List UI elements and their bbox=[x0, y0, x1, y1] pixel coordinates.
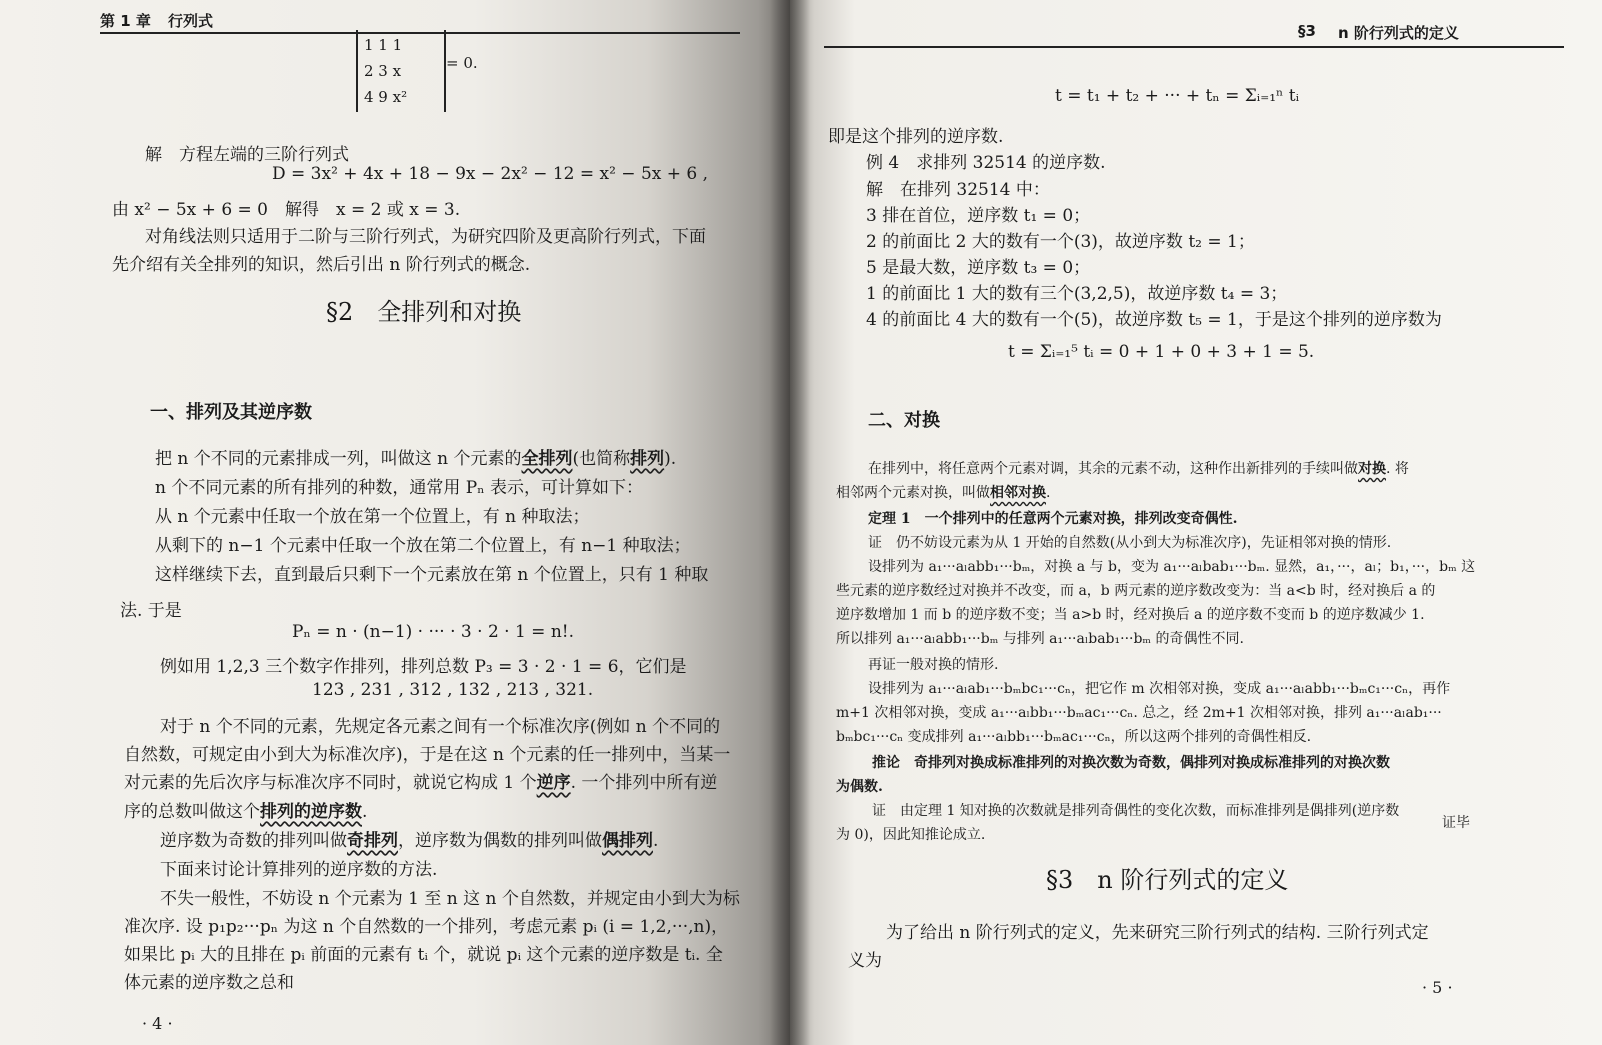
text-line: 解 在排列 32514 中： bbox=[866, 180, 1050, 200]
text-line: 对于 n 个不同的元素，先规定各元素之间有一个标准次序(例如 n 个不同的 bbox=[160, 717, 721, 737]
example-title: 例 4 求排列 32514 的逆序数. bbox=[866, 153, 1106, 173]
text-line: 3 排在首位，逆序数 t₁ = 0； bbox=[866, 206, 1091, 226]
paragraph-line bbox=[124, 768, 717, 793]
text: . 将 bbox=[1386, 461, 1409, 477]
subsection-title: 一、排列及其逆序数 bbox=[150, 402, 312, 423]
term-inversion-number: 排列的逆序数 bbox=[260, 802, 362, 822]
text: 逆序数为奇数的排列叫做 bbox=[160, 831, 347, 851]
theorem: 定理 1 一个排列中的任意两个元素对换，排列改变奇偶性. bbox=[868, 511, 1238, 527]
text: ，逆序数为偶数的排列叫做 bbox=[398, 831, 602, 851]
term-transposition: 对换 bbox=[1358, 461, 1386, 477]
text: 把 n 个不同的元素排成一列，叫做这 n 个元素的 bbox=[155, 449, 522, 469]
term-permutation: 排列 bbox=[630, 449, 665, 469]
text: . bbox=[362, 802, 368, 822]
section-title: §2 全排列和对换 bbox=[326, 298, 522, 326]
paragraph-line bbox=[155, 444, 676, 469]
proof-line: 证 由定理 1 知对换的次数就是排列奇偶性的变化次数，而标准排列是偶排列(逆序数 bbox=[872, 803, 1400, 819]
proof-line: 设排列为 a₁···aₗabb₁···bₘ，对换 a 与 b，变为 a₁···aₗbab₁···bₘ. 显然，a₁，···，aₗ；b₁，···，bₘ 这 bbox=[868, 559, 1476, 575]
text: 对元素的先后次序与标准次序不同时，就说它构成 1 个 bbox=[124, 773, 537, 793]
formula: 123 , 231 , 312 , 132 , 213 , 321. bbox=[312, 680, 594, 700]
proof-line: bₘbc₁···cₙ 变成排列 a₁···aₗbb₁···bₘac₁···cₙ，所以这两个排列的奇偶性相反. bbox=[836, 729, 1312, 745]
term-inversion: 逆序 bbox=[536, 773, 571, 793]
paragraph-line bbox=[868, 458, 1409, 478]
header-rule bbox=[824, 46, 1564, 48]
header-title: n 阶行列式的定义 bbox=[1338, 24, 1459, 42]
right-page bbox=[790, 0, 1602, 1045]
left-page bbox=[0, 0, 790, 1045]
text: 在排列中，将任意两个元素对调，其余的元素不动，这种作出新排列的手续叫做 bbox=[868, 461, 1358, 477]
proof-line: 再证一般对换的情形. bbox=[868, 657, 999, 673]
paragraph-line bbox=[124, 797, 367, 822]
text-line: 5 是最大数，逆序数 t₃ = 0； bbox=[866, 258, 1091, 278]
text: . bbox=[653, 831, 659, 851]
text-line: 2 的前面比 2 大的数有一个(3)，故逆序数 t₂ = 1； bbox=[866, 232, 1255, 252]
text-line: n 个不同元素的所有排列的种数，通常用 Pₙ 表示，可计算如下： bbox=[155, 478, 643, 498]
header-section: §3 bbox=[1298, 22, 1316, 40]
text-line: 4 的前面比 4 大的数有一个(5)，故逆序数 t₅ = 1，于是这个排列的逆序数为 bbox=[866, 310, 1442, 330]
det-row: 4 9 x² bbox=[364, 88, 408, 106]
section-title: §3 n 阶行列式的定义 bbox=[1046, 866, 1289, 894]
term-full-permutation: 全排列 bbox=[521, 449, 573, 469]
text-line: 即是这个排列的逆序数. bbox=[828, 127, 1004, 147]
text: . 一个排列中所有逆 bbox=[570, 773, 718, 793]
proof-line: 些元素的逆序数经过对换并不改变，而 a，b 两元素的逆序数改变为：当 a<b 时，经对换后 a 的 bbox=[836, 583, 1436, 599]
page-number: · 5 · bbox=[1422, 978, 1453, 997]
formula: t = t₁ + t₂ + ··· + tₙ = Σᵢ₌₁ⁿ tᵢ bbox=[1055, 86, 1300, 106]
subsection-title: 二、对换 bbox=[868, 410, 940, 431]
text-line: 从 n 个元素中任取一个放在第一个位置上，有 n 种取法； bbox=[155, 507, 590, 527]
term-adjacent-transposition: 相邻对换 bbox=[990, 485, 1046, 501]
det-row: 1 1 1 bbox=[364, 36, 403, 54]
chapter-title: 行列式 bbox=[168, 12, 214, 30]
proof-line: 逆序数增加 1 而 b 的逆序数不变；当 a>b 时，经对换后 a 的逆序数不变而 b 的逆序数减少 1. bbox=[836, 607, 1425, 623]
term-odd-permutation: 奇排列 bbox=[347, 831, 398, 851]
text: . bbox=[1046, 485, 1051, 501]
proof-line: 证 仍不妨设元素为从 1 开始的自然数(从小到大为标准次序)，先证相邻对换的情形. bbox=[868, 535, 1392, 551]
paragraph-line bbox=[160, 826, 658, 851]
text-line: 如果比 pᵢ 大的且排在 pᵢ 前面的元素有 tᵢ 个，就说 pᵢ 这个元素的逆序数是 tᵢ. 全 bbox=[124, 945, 723, 965]
text-line: 先介绍有关全排列的知识，然后引出 n 阶行列式的概念. bbox=[112, 255, 531, 275]
proof-line: 为 0)，因此知推论成立. bbox=[836, 827, 986, 843]
text-line: 对角线法则只适用于二阶与三阶行列式，为研究四阶及更高阶行列式，下面 bbox=[145, 227, 706, 247]
text-line: 从剩下的 n−1 个元素中任取一个放在第二个位置上，有 n−1 种取法； bbox=[155, 536, 691, 556]
text-line: 为了给出 n 阶行列式的定义，先来研究三阶行列式的结构. 三阶行列式定 bbox=[886, 923, 1429, 943]
text: (也简称 bbox=[572, 449, 631, 469]
text-line: 不失一般性，不妨设 n 个元素为 1 至 n 这 n 个自然数，并规定由小到大为标 bbox=[160, 889, 740, 909]
text: 序的总数叫做这个 bbox=[124, 802, 260, 822]
proof-line: 设排列为 a₁···aₗab₁···bₘbc₁···cₙ，把它作 m 次相邻对换，变成 a₁···aₗabb₁···bₘc₁···cₙ，再作 bbox=[868, 681, 1451, 697]
chapter-label: 第 1 章 bbox=[100, 12, 151, 30]
proof-end-mark: 证毕 bbox=[1442, 815, 1470, 831]
text-line: 下面来讨论计算排列的逆序数的方法. bbox=[160, 860, 438, 880]
text-line: 准次序. 设 p₁p₂···pₙ 为这 n 个自然数的一个排列，考虑元素 pᵢ (i = 1,2,···,n)， bbox=[124, 917, 729, 937]
formula: t = Σᵢ₌₁⁵ tᵢ = 0 + 1 + 0 + 3 + 1 = 5. bbox=[1008, 342, 1315, 362]
det-equals: = 0. bbox=[446, 54, 478, 72]
text-line: 这样继续下去，直到最后只剩下一个元素放在第 n 个位置上，只有 1 种取 bbox=[155, 565, 709, 585]
proof-line: 所以排列 a₁···aₗabb₁···bₘ 与排列 a₁···aₗbab₁···bₘ 的奇偶性不同. bbox=[836, 631, 1244, 647]
text: ). bbox=[664, 449, 677, 469]
text: 相邻两个元素对换，叫做 bbox=[836, 485, 990, 501]
det-row: 2 3 x bbox=[364, 62, 402, 80]
text-line: 义为 bbox=[848, 951, 882, 971]
formula: Pₙ = n · (n−1) · ··· · 3 · 2 · 1 = n!. bbox=[292, 622, 575, 642]
text-line: 1 的前面比 1 大的数有三个(3,2,5)，故逆序数 t₄ = 3； bbox=[866, 284, 1288, 304]
formula: D = 3x² + 4x + 18 − 9x − 2x² − 12 = x² − 5x + 6 , bbox=[272, 164, 709, 184]
page-number: · 4 · bbox=[142, 1014, 173, 1033]
text-line: 自然数，可规定由小到大为标准次序)，于是在这 n 个元素的任一排列中，当某一 bbox=[124, 745, 731, 765]
text-line: 由 x² − 5x + 6 = 0 解得 x = 2 或 x = 3. bbox=[112, 200, 461, 220]
text-line: 法. 于是 bbox=[120, 601, 182, 621]
book-gutter bbox=[770, 0, 810, 1045]
text-line: 解 方程左端的三阶行列式 bbox=[145, 145, 349, 165]
text-line: 例如用 1,2,3 三个数字作排列，排列总数 P₃ = 3 · 2 · 1 = 6，它们是 bbox=[160, 657, 687, 677]
text-line: 体元素的逆序数之总和 bbox=[124, 973, 294, 993]
paragraph-line bbox=[836, 482, 1050, 502]
term-even-permutation: 偶排列 bbox=[602, 831, 653, 851]
corollary-line: 为偶数. bbox=[836, 779, 883, 795]
corollary: 推论 奇排列对换成标准排列的对换次数为奇数，偶排列对换成标准排列的对换次数 bbox=[872, 755, 1390, 771]
proof-line: m+1 次相邻对换，变成 a₁···aₗbb₁···bₘac₁···cₙ. 总之，经 2m+1 次相邻对换，排列 a₁···aₗab₁··· bbox=[836, 705, 1442, 721]
